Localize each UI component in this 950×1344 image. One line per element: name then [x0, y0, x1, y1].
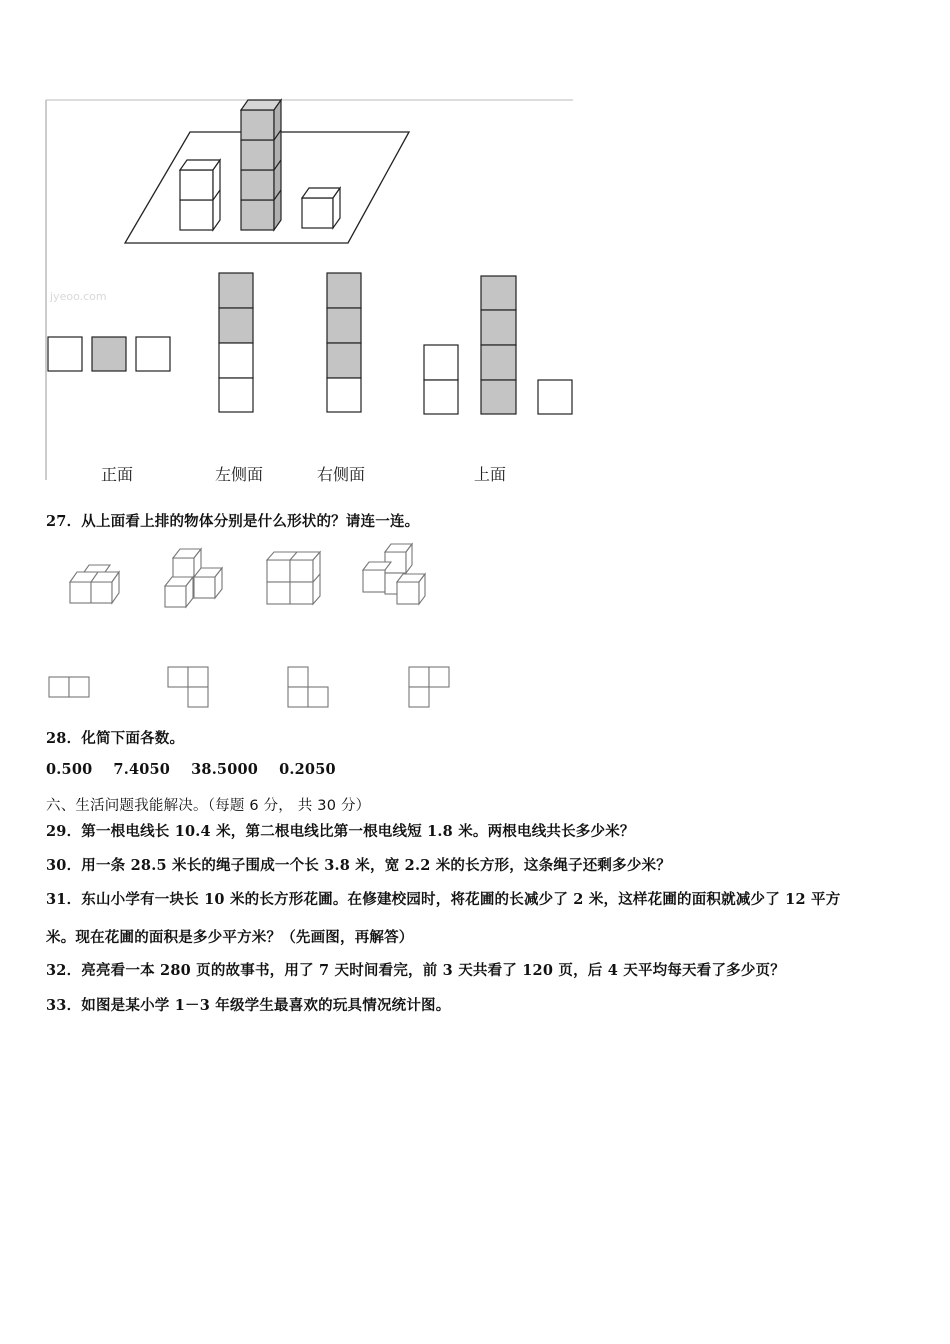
label-front: 正面 [101, 465, 134, 484]
top-view-2 [168, 667, 208, 707]
question-33: 33．如图是某小学 1－3 年级学生最喜欢的玩具情况统计图。 [46, 997, 451, 1014]
question-32: 32．亮亮看一本 280 页的故事书，用了 7 天时间看完，前 3 天共看了 120 页，后 4 天平均每天看了多少页？ [46, 962, 785, 979]
question-31-line-1: 31．东山小学有一块长 10 米的长方形花圃。在修建校园时，将花圃的长减少了 2 米，这样花圃的面积就减少了 12 平方 [46, 891, 841, 908]
label-left-side: 左侧面 [215, 465, 264, 484]
solid-2 [165, 549, 222, 607]
q28-number: 7.4050 [113, 761, 171, 778]
question-28: 28．化简下面各数。 [46, 730, 185, 747]
question-31-line-2: 米。现在花圃的面积是多少平方米？（先画图，再解答） [46, 929, 414, 946]
q28-number: 38.5000 [191, 761, 259, 778]
solid-1 [70, 565, 119, 603]
question-30: 30．用一条 28.5 米长的绳子围成一个长 3.8 米，宽 2.2 米的长方形，这条绳子还剩多少米？ [46, 857, 671, 874]
q28-number: 0.500 [46, 761, 93, 778]
q28-numbers [46, 761, 336, 778]
label-top: 上面 [474, 465, 507, 484]
solid-4 [363, 544, 425, 604]
top-view-3 [288, 667, 328, 707]
question-27: 27．从上面看上排的物体分别是什么形状的？请连一连。 [46, 513, 420, 530]
section-6-heading: 六、生活问题我能解决。（每题 6 分， 共 30 分） [46, 798, 371, 814]
solid-3 [267, 552, 320, 604]
label-right-side: 右侧面 [317, 465, 366, 484]
question-29: 29．第一根电线长 10.4 米，第二根电线比第一根电线短 1.8 米。两根电线共长多少米？ [46, 823, 635, 840]
top-view-1 [49, 677, 89, 697]
watermark: jyeoo.com [50, 290, 107, 303]
q28-number: 0.2050 [279, 761, 336, 778]
q27-solids [0, 0, 950, 620]
top-view-4 [409, 667, 449, 707]
